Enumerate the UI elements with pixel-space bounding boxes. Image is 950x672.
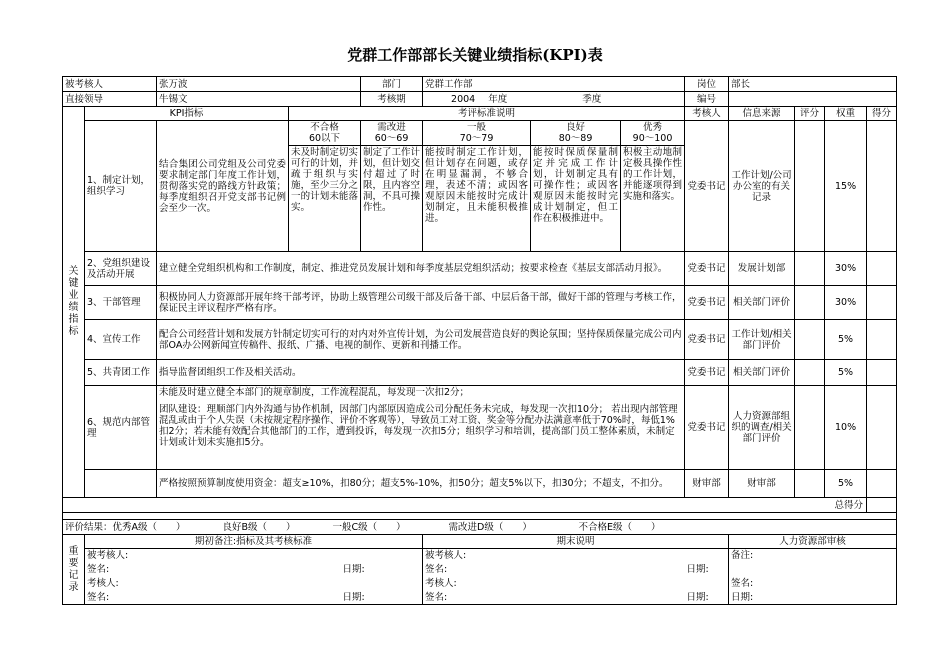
record2-assessee: 被考核人:: [423, 549, 729, 563]
grade-desc-4: 能按时保质保量制定并完成工作计划，计划制定具有可操作性；或因客观原因未能按时完成计划制定，但工作在积极推进中。: [531, 146, 621, 252]
grade-header-3: 一般 70～79: [423, 121, 531, 146]
grade-desc-3: 能按时制定工作计划，但计划存在问题，或存在明显漏洞，不够合理，表述不清；或因客观原因未能按时完成计划制定，且未能积极推进。: [423, 146, 531, 252]
period-year-unit: 年度: [488, 93, 508, 105]
kpi-desc-6c: 严格按照预算制度使用资金：超支≥10%，扣80分；超支5%-10%，扣50分；超支5%以下，扣30分；不超支，不扣分。: [157, 470, 685, 498]
kpi-source-5: 相关部门评价: [729, 360, 795, 386]
grade-desc-1: 未及时制定切实可行的计划，并疏于组织与实施，至少三分之一的计划未能落实。: [289, 146, 361, 252]
record1-date: 日期:: [289, 563, 423, 577]
kpi-points-6[interactable]: [867, 386, 897, 470]
assessee-label: 被考核人: [63, 77, 157, 92]
col-assessor: 考核人: [685, 107, 729, 121]
leader-label: 直接领导: [63, 92, 157, 107]
kpi-assessor-2: 党委书记: [685, 252, 729, 286]
record3-blank: [729, 563, 897, 577]
evaluation-label: 评价结果：: [65, 521, 113, 533]
kpi-source-4: 工作计划/相关部门评价: [729, 320, 795, 360]
col-score: 评分: [795, 107, 825, 121]
record3-sign: 签名:: [729, 577, 897, 591]
grade-header-4: 良好 80～89: [531, 121, 621, 146]
record1-assessor: 考核人:: [85, 577, 423, 591]
side-label-kpi: 关键业绩指标: [63, 107, 85, 498]
kpi-weight-2: 30%: [825, 252, 867, 286]
kpi-weight-6: 10%: [825, 386, 867, 470]
position-name: 部长: [729, 77, 897, 92]
record-col3-title: 人力资源部审核: [729, 535, 897, 549]
eval-grade-e[interactable]: 不合格E级（ ）: [578, 521, 661, 533]
eval-grade-b[interactable]: 良好B级（ ）: [222, 521, 296, 533]
kpi-source-1: 工作计划/公司办公室的有关记录: [729, 121, 795, 252]
kpi-source-3: 相关部门评价: [729, 286, 795, 320]
eval-grade-c[interactable]: 一般C级（ ）: [332, 521, 406, 533]
record1-assessee: 被考核人:: [85, 549, 423, 563]
kpi-desc-3: 积极协同人力资源部开展年终干部考评，协助上级管理公司级干部及后备干部、中层后备干部，做好干部的管理与考核工作，保证民主评议程序严格有序。: [157, 286, 685, 320]
record1-date-2: 日期:: [289, 591, 423, 605]
kpi-score-2[interactable]: [795, 252, 825, 286]
kpi-name-6: 6、规范内部管理: [85, 386, 157, 470]
kpi-desc-1: 结合集团公司党组及公司党委要求制定部门年度工作计划，贯彻落实党的路线方针政策；每季度组织召开党支部书记例会至少一次。: [157, 121, 289, 252]
leader-name: 牛锡文: [157, 92, 361, 107]
period-value: [423, 92, 685, 107]
grade-header-5: 优秀 90～100: [621, 121, 685, 146]
grade-header-1: 不合格 60以下: [289, 121, 361, 146]
total-points[interactable]: [867, 498, 897, 513]
kpi-points-6c[interactable]: [867, 470, 897, 498]
evaluation-result: [63, 520, 897, 535]
code-value: [729, 92, 897, 107]
record3-remark: 备注:: [729, 549, 897, 563]
kpi-desc-5: 指导监督团组织工作及相关活动。: [157, 360, 685, 386]
kpi-points-1[interactable]: [867, 121, 897, 252]
record-col2-title: 期末说明: [423, 535, 729, 549]
position-label: 岗位: [685, 77, 729, 92]
col-criteria: 考评标准说明: [289, 107, 685, 121]
kpi-points-3[interactable]: [867, 286, 897, 320]
kpi-assessor-6c: 财审部: [685, 470, 729, 498]
kpi-assessor-1: 党委书记: [685, 121, 729, 252]
kpi-score-3[interactable]: [795, 286, 825, 320]
kpi-name-1: 1、制定计划，组织学习: [85, 121, 157, 252]
kpi-weight-1: 15%: [825, 121, 867, 252]
dept-name: 党群工作部: [423, 77, 685, 92]
kpi-source-2: 发展计划部: [729, 252, 795, 286]
kpi-score-6c[interactable]: [795, 470, 825, 498]
kpi-source-6c: 财审部: [729, 470, 795, 498]
col-kpi: KPI指标: [85, 107, 289, 121]
kpi-desc-6: [157, 386, 685, 470]
side-label-record: 重要记录: [63, 535, 85, 605]
kpi-name-4: 4、宣传工作: [85, 320, 157, 360]
record2-assessor: 考核人:: [423, 577, 729, 591]
record3-date: 日期:: [729, 591, 897, 605]
kpi-weight-3: 30%: [825, 286, 867, 320]
period-season: 季度: [582, 93, 602, 105]
page-title: 党群工作部部长关键业绩指标(KPI)表: [347, 46, 603, 64]
record2-date: 日期:: [685, 563, 729, 577]
kpi-score-4[interactable]: [795, 320, 825, 360]
kpi-assessor-6: 党委书记: [685, 386, 729, 470]
kpi-assessor-5: 党委书记: [685, 360, 729, 386]
kpi-desc-2: 建立健全党组织机构和工作制度，制定、推进党员发展计划和每季度基层党组织活动；按要求检查《基层支部活动月报》。: [157, 252, 685, 286]
kpi-name-2: 2、党组织建设及活动开展: [85, 252, 157, 286]
eval-grade-a[interactable]: 优秀A级（ ）: [112, 521, 186, 533]
kpi-score-1[interactable]: [795, 121, 825, 252]
kpi-name-6-cont: [85, 470, 157, 498]
kpi-desc-4: 配合公司经营计划和发展方针制定切实可行的对内对外宣传计划，为公司发展营造良好的舆论氛围；坚持保质保量完成公司内部OA办公网新闻宣传稿件、报纸、广播、电视的制作、更新和刊播工作。: [157, 320, 685, 360]
record1-sign: 签名:: [85, 563, 289, 577]
kpi-weight-6c: 5%: [825, 470, 867, 498]
kpi-weight-5: 5%: [825, 360, 867, 386]
record2-date-2: 日期:: [685, 591, 729, 605]
kpi-weight-4: 5%: [825, 320, 867, 360]
kpi-points-4[interactable]: [867, 320, 897, 360]
grade-desc-5: 积极主动地制定极具操作性的工作计划，并能逐项得到实施和落实。: [621, 146, 685, 252]
kpi-score-6[interactable]: [795, 386, 825, 470]
kpi-source-6: 人力资源部组织的调查/相关部门评价: [729, 386, 795, 470]
period-year: 2004: [451, 93, 476, 105]
kpi-assessor-3: 党委书记: [685, 286, 729, 320]
code-label: 编号: [685, 92, 729, 107]
kpi-desc-6b: 团队建设：理顺部门内外沟通与协作机制，因部门内部原因造成公司分配任务未完成，每发现一次扣10分； 若出现内部管理混乱或由于个人失误（未按规定程序操作、评价不客观等），导致员工对工资、奖金等分配办法满意率低于70%时，每低1%扣2分；若未能有效配合其他部门的工作，遭到投诉，每发现一次扣5分；组织学习和培训，提高部门员工整体素质，未制定计划或计划未实施扣5分。: [159, 404, 678, 448]
grade-header-2: 需改进 60～69: [361, 121, 423, 146]
dept-label: 部门: [361, 77, 423, 92]
col-points: 得分: [867, 107, 897, 121]
period-label: 考核期: [361, 92, 423, 107]
kpi-table: [62, 76, 897, 605]
grade-desc-2: 制定了工作计划，但计划交付超过了时限，且内容空洞，不具可操作性。: [361, 146, 423, 252]
record-col1-title: 期初备注:指标及其考核标准: [85, 535, 423, 549]
record2-sign-2: 签名:: [423, 591, 685, 605]
kpi-points-2[interactable]: [867, 252, 897, 286]
record1-sign-2: 签名:: [85, 591, 289, 605]
kpi-score-5[interactable]: [795, 360, 825, 386]
kpi-name-3: 3、干部管理: [85, 286, 157, 320]
kpi-points-5[interactable]: [867, 360, 897, 386]
col-weight: 权重: [825, 107, 867, 121]
record2-sign: 签名:: [423, 563, 685, 577]
kpi-desc-6a: 未能及时建立健全本部门的规章制度，工作流程混乱，每发现一次扣2分；: [159, 387, 470, 398]
eval-grade-d[interactable]: 需改进D级（ ）: [448, 521, 532, 533]
total-label: 总得分: [63, 498, 867, 513]
kpi-assessor-4: 党委书记: [685, 320, 729, 360]
col-source: 信息来源: [729, 107, 795, 121]
assessee-name: 张万波: [157, 77, 361, 92]
kpi-name-5: 5、共青团工作: [85, 360, 157, 386]
